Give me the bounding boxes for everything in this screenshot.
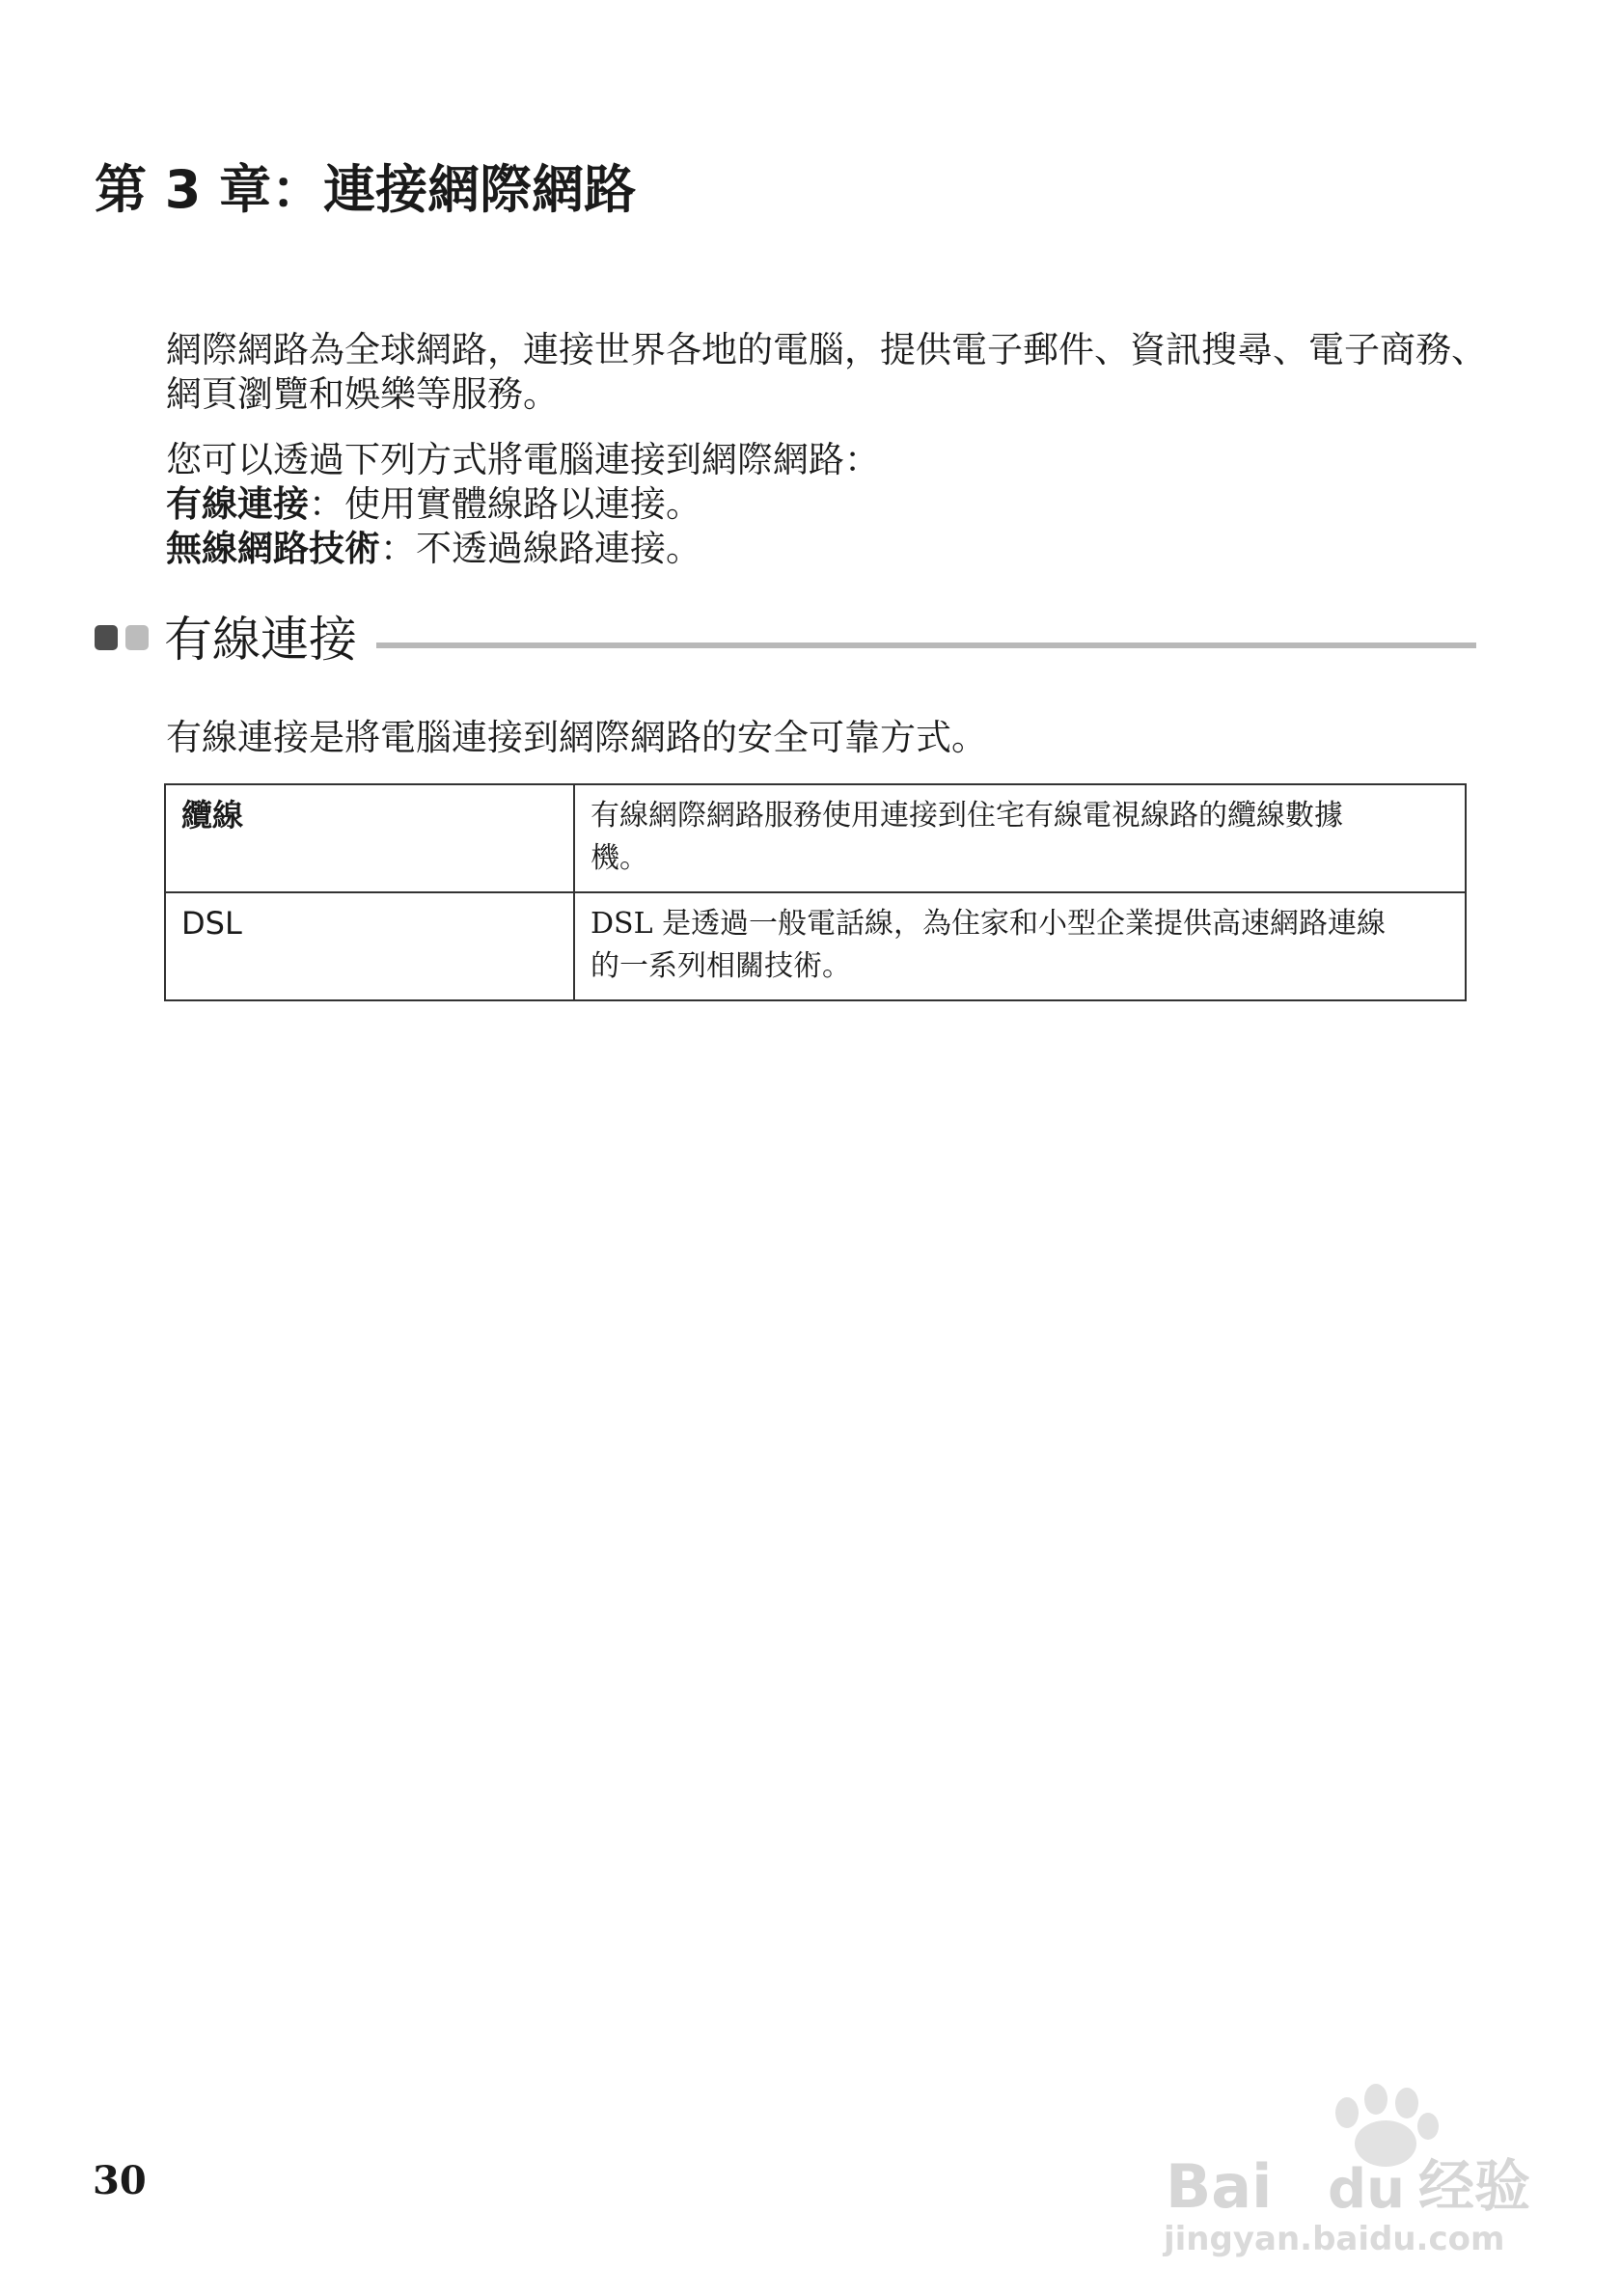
- watermark-brand2: du: [1328, 2158, 1405, 2221]
- method-text: ：使用實體線路以連接。: [309, 483, 701, 525]
- intro-paragraph: 網際網路為全球網路，連接世界各地的電腦，提供電子郵件、資訊搜尋、電子商務、網頁瀏覽和娛樂等服務。: [166, 329, 1487, 415]
- baidu-watermark-logo: [1158, 2064, 1563, 2257]
- method-text: ：不透過線路連接。: [380, 528, 701, 569]
- table-row: [165, 784, 1466, 892]
- method-item-wired: [166, 482, 1497, 527]
- term-label: DSL: [181, 905, 242, 942]
- desc-line: DSL 是透過一般電話線，為住家和小型企業提供高速網路連線: [591, 907, 1387, 941]
- intro-methods-lead: 您可以透過下列方式將電腦連接到網際網路：: [166, 439, 880, 480]
- table-cell-term: [165, 784, 574, 892]
- connection-types-table: [164, 783, 1467, 1001]
- desc-line: 有線網際網路服務使用連接到住宅有線電視線路的纜線數據: [591, 799, 1343, 833]
- term-description: [591, 795, 1449, 880]
- section-divider: [376, 642, 1476, 648]
- watermark-tag: 经验: [1418, 2153, 1531, 2219]
- method-term: 無線網路技術: [166, 528, 380, 569]
- term-label: 纜線: [181, 797, 244, 834]
- section-description: 有線連接是將電腦連接到網際網路的安全可靠方式。: [166, 717, 987, 758]
- section-heading: [95, 606, 1476, 675]
- heading-bullet-light-icon: [125, 625, 149, 650]
- page-number: 30: [93, 2158, 147, 2203]
- method-term: 有線連接: [166, 483, 309, 525]
- method-item-wireless: [166, 527, 1497, 571]
- desc-line: 的一系列相關技術。: [591, 949, 851, 983]
- table-cell-term: [165, 892, 574, 1000]
- intro-section: [166, 328, 1497, 571]
- section-title: 有線連接: [164, 612, 357, 668]
- table-cell-desc: [574, 784, 1466, 892]
- heading-bullet-dark-icon: [95, 625, 118, 650]
- table-cell-desc: [574, 892, 1466, 1000]
- chapter-title: 第 3 章：連接網際網路: [95, 159, 637, 220]
- term-description: [591, 903, 1449, 988]
- desc-line: 機。: [591, 841, 648, 875]
- watermark-url: jingyan.baidu.com: [1164, 2220, 1505, 2257]
- table-row: [165, 892, 1466, 1000]
- watermark-brand: Bai: [1166, 2151, 1273, 2222]
